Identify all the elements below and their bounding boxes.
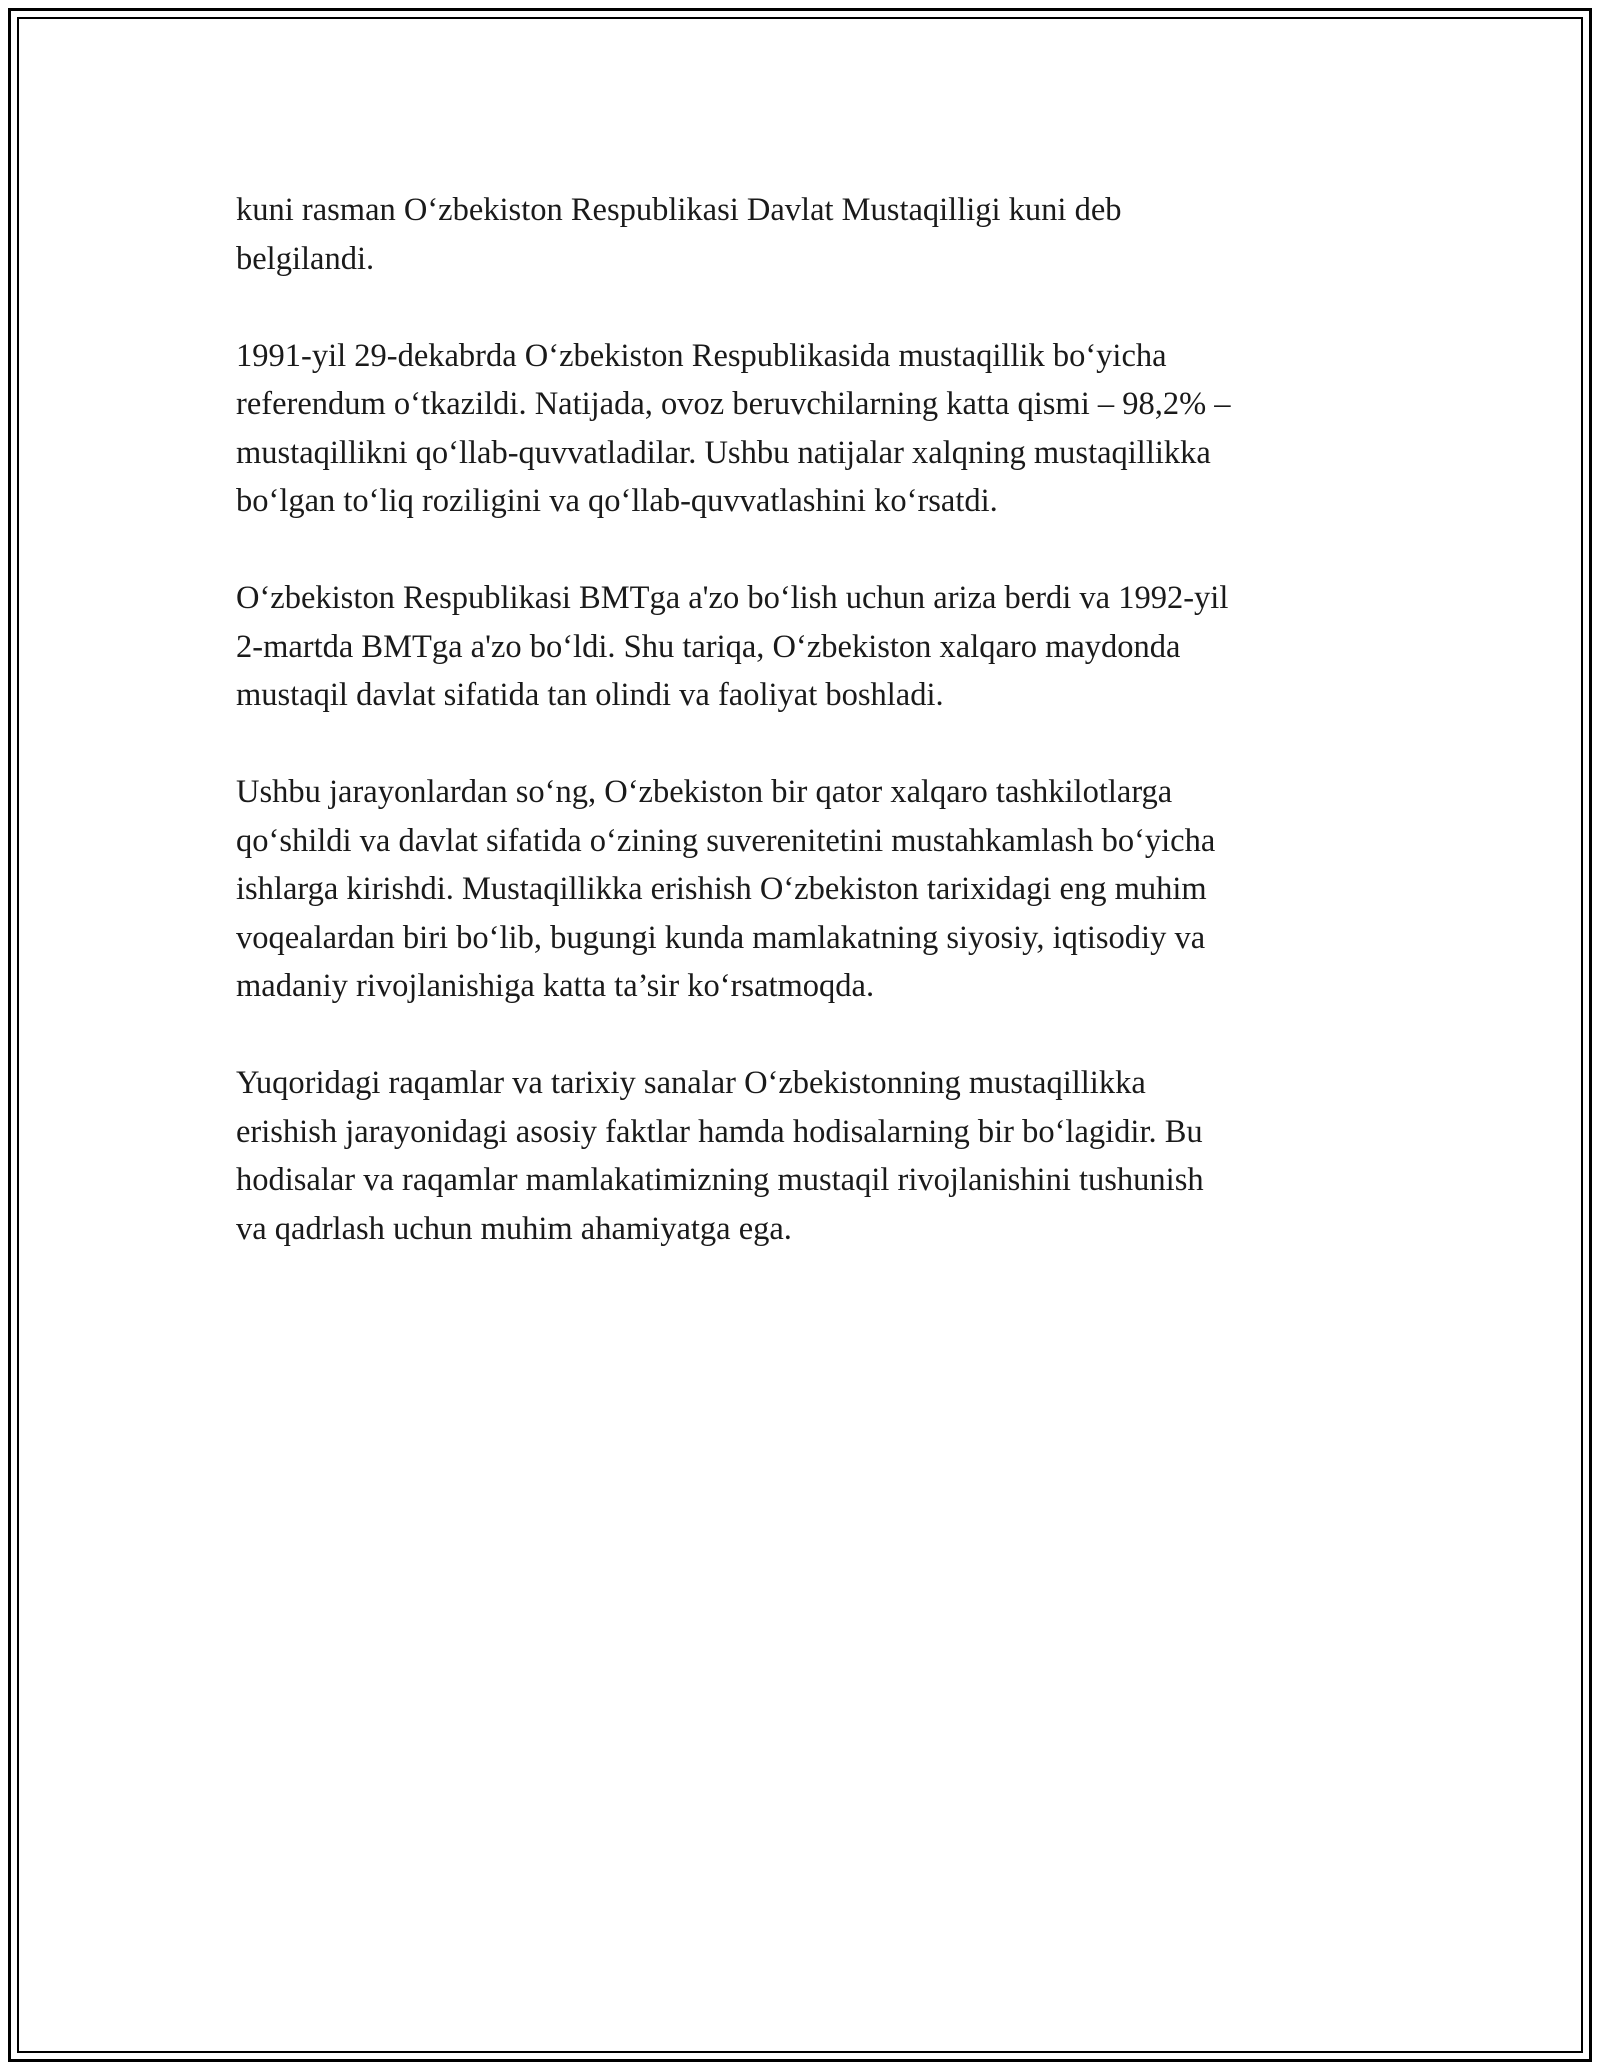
document-body	[236, 186, 1366, 1302]
paragraph-referendum: 1991-yil 29-dekabrda O‘zbekiston Respublikasida mustaqillik bo‘yicha referendum o‘tkazildi. Natijada, ovoz beruvchilarning katta qismi – 98,2% – mustaqillikni qo‘llab-quvvatladilar. Ushbu natijalar xalqning mustaqillikka bo‘lgan to‘liq roziligini va qo‘llab-quvvatlashini ko‘rsatdi.	[236, 337, 1231, 519]
paragraph-un-membership: O‘zbekiston Respublikasi BMTga a'zo bo‘lish uchun ariza berdi va 1992-yil 2-martda BMTga a'zo bo‘ldi. Shu tariqa, O‘zbekiston xalqaro maydonda mustaqil davlat sifatida tan olindi va faoliyat boshladi.	[236, 580, 1229, 713]
paragraph-international-organizations: Ushbu jarayonlardan so‘ng, O‘zbekiston bir qator xalqaro tashkilotlarga qo‘shildi va davlat sifatida o‘zining suverenitetini mustahkamlash bo‘yicha ishlarga kirishdi. Mustaqillikka erishish O‘zbekiston tarixidagi eng muhim voqealardan biri bo‘lib, bugungi kunda mamlakatning siyosiy, iqtisodiy va madaniy rivojlanishiga katta ta’sir ko‘rsatmoqda.	[236, 774, 1216, 1004]
paragraph-independence-day: kuni rasman O‘zbekiston Respublikasi Davlat Mustaqilligi kuni deb belgilandi.	[236, 192, 1122, 277]
paragraph-conclusion: Yuqoridagi raqamlar va tarixiy sanalar O‘zbekistonning mustaqillikka erishish jarayonidagi asosiy faktlar hamda hodisalarning bir bo‘lagidir. Bu hodisalar va raqamlar mamlakatimizning mustaqil rivojlanishini tushunish va qadrlash uchun muhim ahamiyatga ega.	[236, 1065, 1204, 1247]
